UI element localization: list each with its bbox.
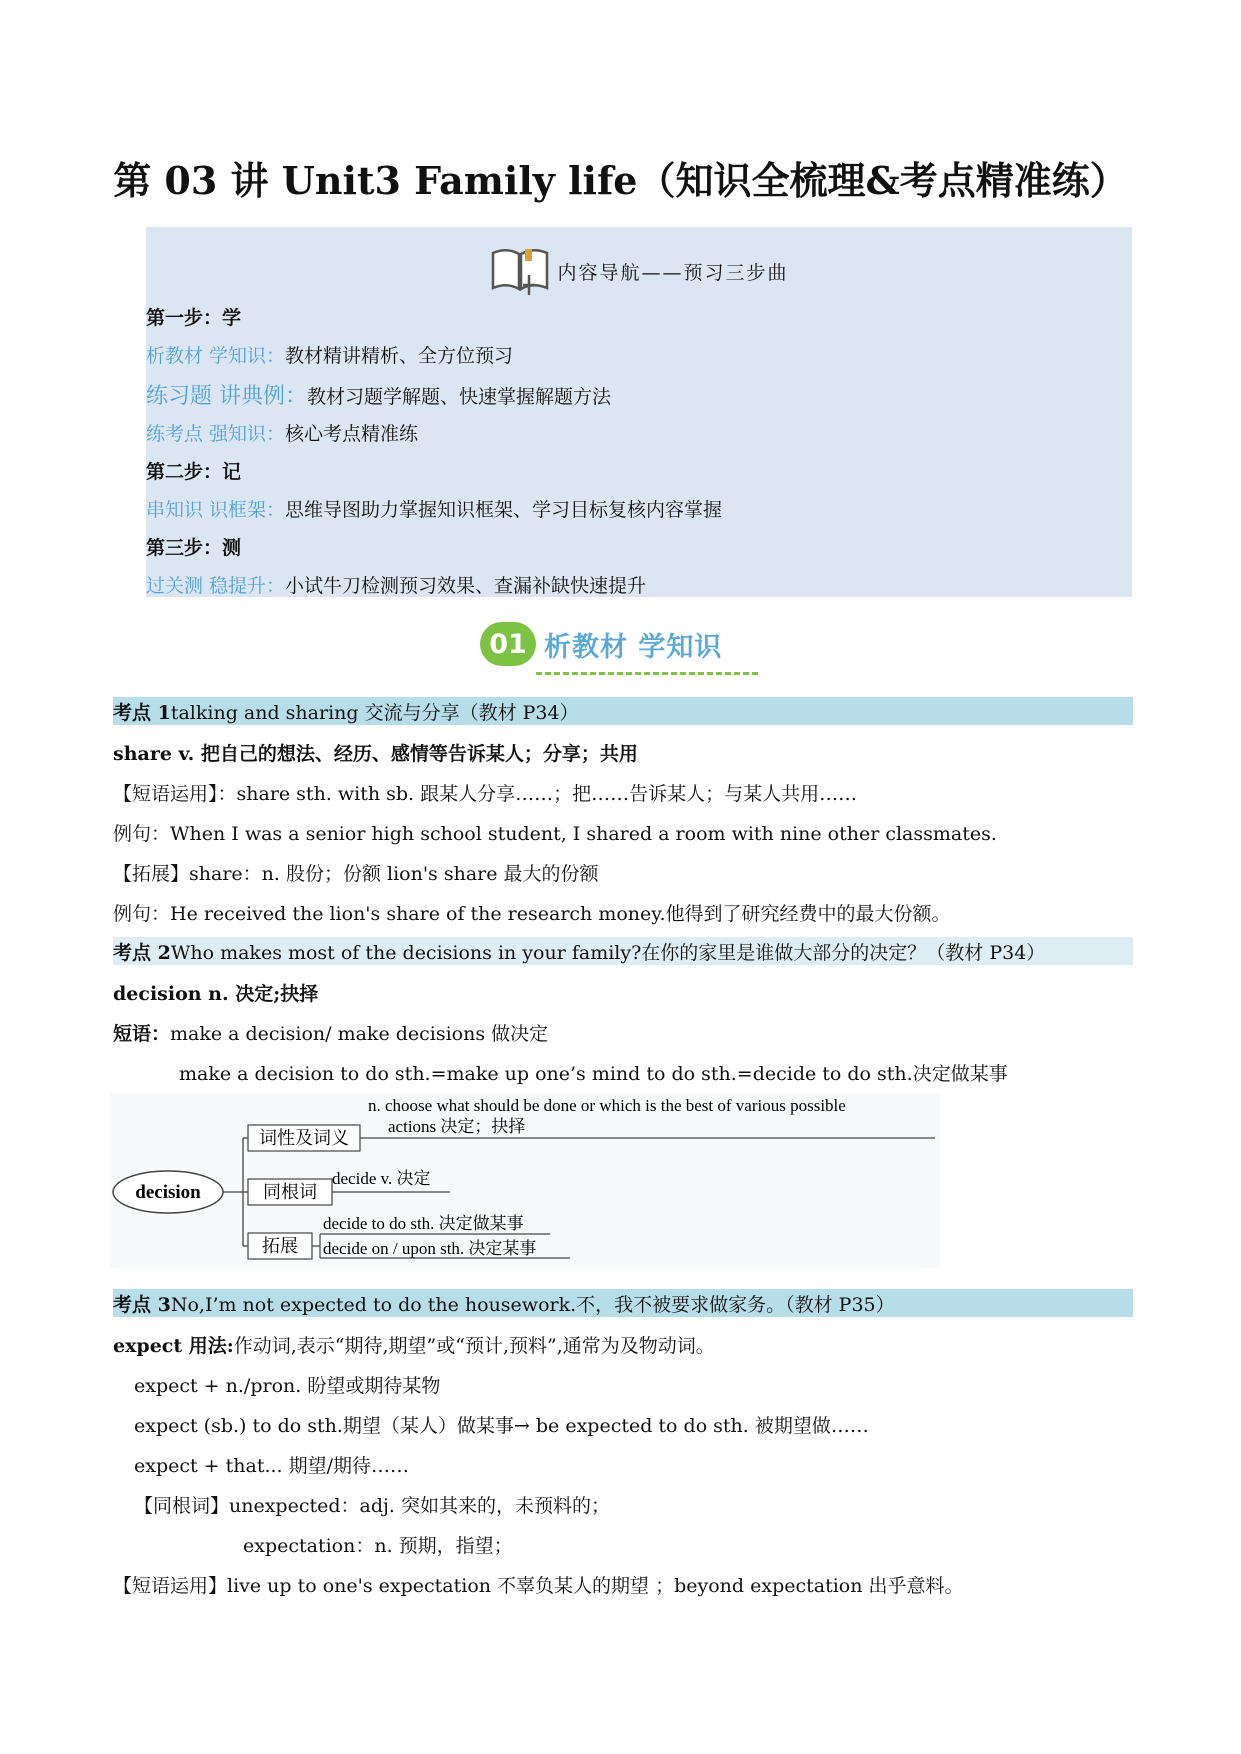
nav-row-5-text: 小试牛刀检测预习效果、查漏补缺快速提升 bbox=[285, 575, 647, 597]
key-point-2-bar bbox=[113, 937, 1133, 965]
kp1-headword: share v. 把自己的想法、经历、感情等告诉某人；分享；共用 bbox=[113, 743, 638, 765]
key-point-1-label: 考点 1 bbox=[113, 701, 171, 724]
nav-row-2-text: 教材习题学解题、快速掌握解题方法 bbox=[307, 386, 612, 408]
kp2-line-1 bbox=[113, 1019, 548, 1046]
branch-3-line-2: decide on / upon sth. 决定某事 bbox=[323, 1239, 537, 1258]
nav-row-4-text: 思维导图助力掌握知识框架、学习目标复核内容掌握 bbox=[285, 499, 723, 521]
kp1-line-2: 例句：When I was a senior high school student, I shared a room with nine other classmates. bbox=[113, 823, 997, 845]
mind-map-center-label: decision bbox=[135, 1182, 201, 1203]
book-icon bbox=[489, 245, 551, 297]
nav-row-1 bbox=[146, 341, 513, 368]
decision-mind-map bbox=[110, 1093, 940, 1268]
step2-label: 第二步：记 bbox=[146, 461, 242, 483]
kp2-phrase-text: make a decision/ make decisions 做决定 bbox=[170, 1023, 549, 1045]
kp1-line-3: 【拓展】share：n. 股份；份额 lion's share 最大的份额 bbox=[113, 863, 599, 885]
nav-row-2-label: 练习题 讲典例： bbox=[146, 384, 307, 409]
key-point-3-label: 考点 3 bbox=[113, 1293, 171, 1316]
branch-2-label: 同根词 bbox=[263, 1182, 317, 1202]
branch-1-line-1: n. choose what should be done or which is the best of various possible bbox=[368, 1096, 846, 1115]
nav-row-1-label: 析教材 学知识： bbox=[146, 345, 286, 367]
branch-1-line-2: actions 决定；抉择 bbox=[388, 1117, 526, 1136]
branch-2-text: decide v. 决定 bbox=[332, 1169, 431, 1188]
branch-3-label: 拓展 bbox=[262, 1236, 298, 1256]
section-number: 01 bbox=[480, 622, 536, 666]
kp3-line-1: expect + n./pron. 盼望或期待某物 bbox=[134, 1375, 441, 1397]
nav-row-3 bbox=[146, 419, 418, 446]
kp3-line-2: expect (sb.) to do sth.期望（某人）做某事→ be expected to do sth. 被期望做…… bbox=[134, 1415, 869, 1437]
nav-row-2 bbox=[146, 379, 611, 410]
kp3-line-6: 【短语运用】live up to one's expectation 不辜负某人的期望 ；beyond expectation 出乎意料。 bbox=[113, 1575, 964, 1597]
nav-row-5 bbox=[146, 571, 646, 598]
nav-row-4 bbox=[146, 495, 722, 522]
key-point-1-bar bbox=[113, 697, 1133, 725]
step3-label: 第三步：测 bbox=[146, 537, 242, 559]
nav-row-4-label: 串知识 识框架： bbox=[146, 499, 286, 521]
branch-3-line-1: decide to do sth. 决定做某事 bbox=[323, 1214, 524, 1233]
nav-heading bbox=[146, 245, 1132, 297]
branch-1-label: 词性及词义 bbox=[259, 1128, 349, 1148]
kp1-line-1: 【短语运用】：share sth. with sb. 跟某人分享……；把……告诉某人；与某人共用…… bbox=[113, 783, 858, 805]
kp2-phrase-label: 短语： bbox=[113, 1023, 171, 1045]
section-banner bbox=[480, 622, 722, 666]
nav-row-3-text: 核心考点精准练 bbox=[285, 423, 419, 445]
content-navigation-box bbox=[146, 227, 1132, 597]
section-title: 析教材 学知识 bbox=[544, 631, 723, 663]
kp3-line-3: expect + that... 期望/期待…… bbox=[134, 1455, 410, 1477]
kp3-line-5: expectation：n. 预期，指望； bbox=[243, 1535, 513, 1557]
section-dashed-underline bbox=[536, 672, 758, 675]
kp3-line-4: 【同根词】unexpected：adj. 突如其来的，未预料的； bbox=[134, 1495, 610, 1517]
key-point-3-bar bbox=[113, 1289, 1133, 1317]
page-title: 第 03 讲 Unit3 Family life（知识全梳理&考点精准练） bbox=[113, 158, 1128, 203]
kp3-head-text: 作动词,表示“期待,期望”或“预计,预料”,通常为及物动词。 bbox=[233, 1335, 715, 1357]
kp1-line-4: 例句：He received the lion's share of the research money.他得到了研究经费中的最大份额。 bbox=[113, 903, 951, 925]
key-point-2-label: 考点 2 bbox=[113, 941, 171, 964]
nav-heading-text: 内容导航——预习三步曲 bbox=[557, 261, 789, 284]
kp3-head-bold: expect 用法: bbox=[113, 1335, 234, 1357]
key-point-3-text: No,I’m not expected to do the housework.不，我不被要求做家务。（教材 P35） bbox=[170, 1293, 895, 1316]
kp2-headword: decision n. 决定;抉择 bbox=[113, 983, 319, 1005]
kp2-line-2: make a decision to do sth.=make up one’s mind to do sth.=decide to do sth.决定做某事 bbox=[179, 1063, 1008, 1085]
nav-row-5-label: 过关测 稳提升： bbox=[146, 575, 286, 597]
key-point-1-text: talking and sharing 交流与分享（教材 P34） bbox=[170, 701, 579, 724]
key-point-2-text: Who makes most of the decisions in your family?在你的家里是谁做大部分的决定？（教材 P34） bbox=[170, 941, 1046, 964]
step1-label: 第一步：学 bbox=[146, 307, 242, 329]
nav-row-1-text: 教材精讲精析、全方位预习 bbox=[285, 345, 514, 367]
kp3-headword bbox=[113, 1331, 715, 1358]
nav-row-3-label: 练考点 强知识： bbox=[146, 423, 286, 445]
